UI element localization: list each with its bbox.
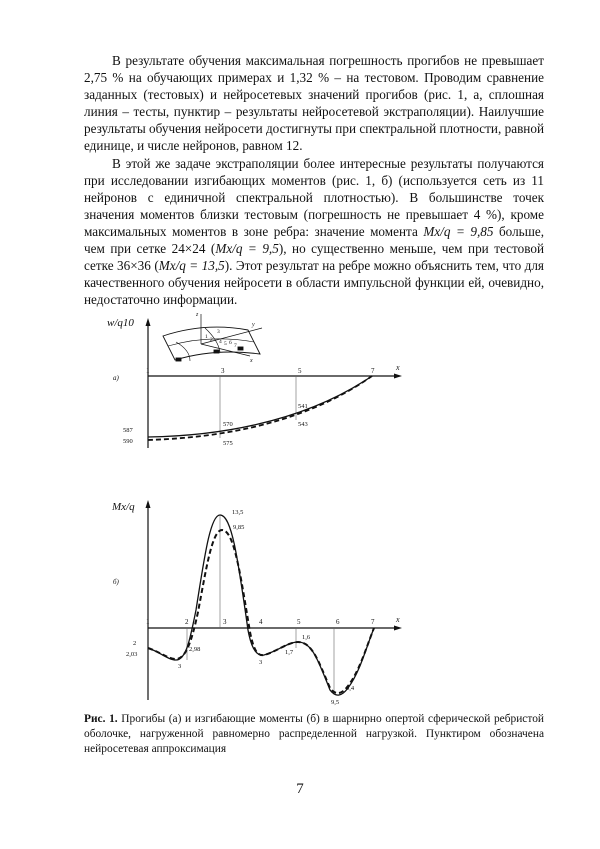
figure-a-value-575: 575 bbox=[223, 440, 233, 447]
figure-a-ylabel: w/q10 bbox=[107, 317, 134, 329]
figure-b-ylabel: Mx/q bbox=[112, 501, 135, 513]
figure-b-value-1-6: 1,6 bbox=[302, 634, 311, 641]
figure-a-node-1: 1 bbox=[146, 367, 150, 375]
figure-b-value-9-85: 9,85 bbox=[233, 524, 245, 531]
formula-moment-1: Mx/q = 9,85 bbox=[423, 223, 494, 239]
figure-a-node-5: 5 bbox=[298, 367, 302, 375]
figure-a-test-curve bbox=[148, 376, 372, 437]
formula-moment-2: Mx/q = 9,5 bbox=[215, 241, 279, 257]
figure-a-value-570: 570 bbox=[223, 421, 233, 428]
figure-b-x-arrow bbox=[394, 626, 402, 631]
support-1 bbox=[176, 358, 181, 361]
inset-point-4: 4 bbox=[219, 339, 222, 345]
inset-x-label: x bbox=[250, 358, 253, 364]
inset-point-5: 5 bbox=[224, 341, 227, 347]
figure-b-node-6: 6 bbox=[336, 618, 340, 626]
figure-b-value-2-03: 2,03 bbox=[126, 651, 138, 658]
inset-point-7: 7 bbox=[234, 343, 237, 349]
figure-b-value-3-left: 3 bbox=[178, 663, 182, 670]
figure-a-x-label: x bbox=[396, 363, 400, 372]
inset-y-label: y bbox=[252, 322, 255, 328]
figure-b-value-2-98: 2,98 bbox=[189, 646, 201, 653]
figure-b-value-9-4: 9,4 bbox=[346, 685, 355, 692]
figure-a-value-590: 590 bbox=[123, 438, 133, 445]
figure-b-value-3-right: 3 bbox=[259, 659, 263, 666]
figure-a-panel-label: а) bbox=[113, 374, 119, 382]
figure-a-value-541: 541 bbox=[298, 403, 308, 410]
figure-a-x-arrow bbox=[394, 374, 402, 379]
figure-b-node-5: 5 bbox=[297, 618, 301, 626]
inset-point-2: 2 bbox=[210, 337, 213, 343]
figure-b-value-2: 2 bbox=[133, 640, 137, 647]
figure-b-y-arrow bbox=[146, 500, 151, 508]
figure-a-value-587: 587 bbox=[123, 427, 133, 434]
figure-b-node-7: 7 bbox=[371, 618, 375, 626]
figure-b-x-label: x bbox=[396, 615, 400, 624]
figure-a-node-7: 7 bbox=[371, 367, 375, 375]
formula-moment-3: Mx/q = 13,5 bbox=[158, 258, 225, 274]
figure-b-value-1-7: 1,7 bbox=[285, 649, 294, 656]
inset-point-6: 6 bbox=[229, 340, 232, 346]
inset-point-1: 1 bbox=[205, 334, 208, 340]
inset-z-label: z bbox=[196, 312, 199, 318]
figure-a-network-curve bbox=[148, 376, 372, 440]
figure-b-panel-label: б) bbox=[113, 578, 119, 586]
figure-b-network-curve bbox=[148, 530, 374, 693]
figure-a-y-arrow bbox=[146, 318, 151, 326]
figure-b-node-3: 3 bbox=[223, 618, 227, 626]
figure-b-node-1: 1 bbox=[146, 618, 150, 626]
figure-b-value-9-5: 9,5 bbox=[331, 699, 340, 706]
figure-b-test-curve bbox=[148, 515, 374, 695]
caption-label: Рис. 1. bbox=[84, 713, 118, 725]
figure-b-node-4: 4 bbox=[259, 618, 263, 626]
paragraph-2-part-b: больше, чем при сетке 24×24 ( bbox=[84, 223, 545, 257]
figure-a-value-543: 543 bbox=[298, 421, 308, 428]
caption-text: Прогибы (а) и изгибающие моменты (б) в шарнирно опертой сферической ребристой оболочке, нагруженной равномерно распределенной нагрузкой. Пунктиром обозначена нейросетевая аппроксимация bbox=[84, 713, 544, 755]
paragraph-2-part-d: ). Этот результат на ребре можно объяснить тем, что для качественного обучения нейросети в области импульсной функции ей, очевидно, недостаточно информации. bbox=[84, 258, 544, 308]
support-2 bbox=[214, 350, 219, 353]
support-3 bbox=[238, 347, 243, 350]
figure-caption bbox=[84, 712, 544, 757]
figure-a bbox=[107, 312, 402, 448]
paragraph-2-part-a: В этой же задаче экстраполяции более интересные результаты получаются при исследовании изгибающих моментов (рис. 1, б) (используется сеть из 11 нейронов с единичной спектральной плотностью). В большинстве точек значения моментов близки тестовым (погрешность не превышает 4 %), кроме максимальных моментов в зоне ребра: значение момента bbox=[84, 155, 544, 239]
paragraph-2-part-c: ), но существенно меньше, чем при тестовой сетке 36×36 ( bbox=[84, 241, 545, 274]
inset-point-3: 3 bbox=[217, 329, 220, 335]
figure-b-value-13-5: 13,5 bbox=[232, 509, 244, 516]
figure-a-node-3: 3 bbox=[221, 367, 225, 375]
paragraph-1: В результате обучения максимальная погрешность прогибов не превышает 2,75 % на обучающих примерах и 1,32 % – на тестовом. Проводим сравнение заданных (тестовых) и нейросетевых значений прогибов (рис. 1, а, сплошная линия – тесты, пунктир – результаты нейросетевой экстраполяции). Наилучшие результаты обучения нейросети достигнуты при спектральной плотности, равной единице, и числе нейронов, равном 12. bbox=[84, 53, 544, 154]
page-number: 7 bbox=[296, 781, 304, 797]
figure-b-node-2: 2 bbox=[185, 618, 189, 626]
figure-b bbox=[111, 500, 402, 706]
